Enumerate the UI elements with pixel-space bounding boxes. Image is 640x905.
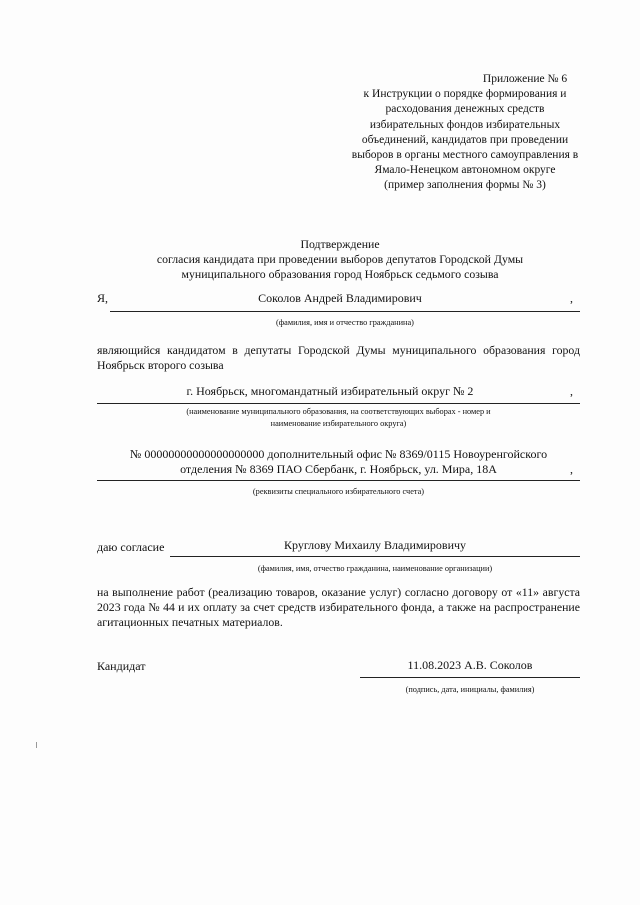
purpose-text: на выполнение работ (реализацию товаров, оказание услуг) согласно договору от «11» августа 2023 года № 44 и их оплату за счет средств избирательного фонда, а также на распространение агитационных печатных материалов. (97, 585, 580, 629)
declarant-prefix: Я, (97, 291, 109, 305)
appendix-line: (пример заполнения формы № 3) (384, 179, 546, 192)
account-line2: отделения № 8369 ПАО Сбербанк, г. Ноябрьск, ул. Мира, 18А (180, 462, 497, 476)
consent-underline (170, 556, 580, 557)
document-title (100, 237, 580, 283)
district-text: г. Ноябрьск, многомандатный избирательный округ № 2 (186, 384, 474, 398)
declarant-caption: (фамилия, имя и отчество гражданина) (276, 318, 414, 327)
account-line1: № 00000000000000000000 дополнительный офис № 8369/0115 Новоуренгойского (129, 447, 548, 461)
appendix-line: Ямало-Ненецком автономном округе (374, 164, 556, 177)
scan-artifact (36, 742, 37, 748)
title-line: согласия кандидата при проведении выборов депутатов Городской Думы (156, 252, 524, 267)
signature-caption: (подпись, дата, инициалы, фамилия) (405, 685, 535, 694)
district-comma: , (570, 384, 573, 398)
appendix-line: расходования денежных средств (385, 103, 545, 116)
consent-caption: (фамилия, имя, отчество гражданина, наименование организации) (257, 564, 493, 573)
district-caption-line2: наименование избирательного округа) (270, 419, 407, 428)
account-underline (97, 480, 580, 481)
declarant-name: Соколов Андрей Владимирович (258, 291, 422, 305)
district-underline (97, 403, 580, 404)
account-comma: , (570, 462, 573, 476)
account-caption: (реквизиты специального избирательного счета) (252, 487, 425, 496)
title-line: муниципального образования город Ноябрьск седьмого созыва (181, 267, 499, 282)
candidacy-text: являющийся кандидатом в депутаты Городской Думы муниципального образования город Ноябрьск второго созыва (97, 343, 580, 372)
declarant-comma: , (570, 291, 573, 305)
appendix-line: избирательных фондов избирательных (369, 118, 561, 131)
title-heading: Подтверждение (300, 237, 380, 251)
appendix-line: выборов в органы местного самоуправления в (351, 149, 579, 162)
appendix-line: к Инструкции о порядке формирования и (363, 88, 567, 101)
appendix-line: Приложение № 6 (482, 73, 568, 85)
signature-label: Кандидат (97, 659, 146, 673)
appendix-header (330, 72, 600, 194)
declarant-underline (110, 311, 580, 312)
signature-underline (360, 677, 580, 678)
district-caption-line1: (наименование муниципального образования, на соответствующих выборах - номер и (186, 407, 491, 416)
appendix-line: объединений, кандидатов при проведении (361, 133, 569, 146)
signature-value: 11.08.2023 А.В. Соколов (407, 658, 533, 672)
consent-recipient: Круглову Михаилу Владимировичу (283, 538, 467, 552)
consent-prefix: даю согласие (97, 540, 165, 554)
